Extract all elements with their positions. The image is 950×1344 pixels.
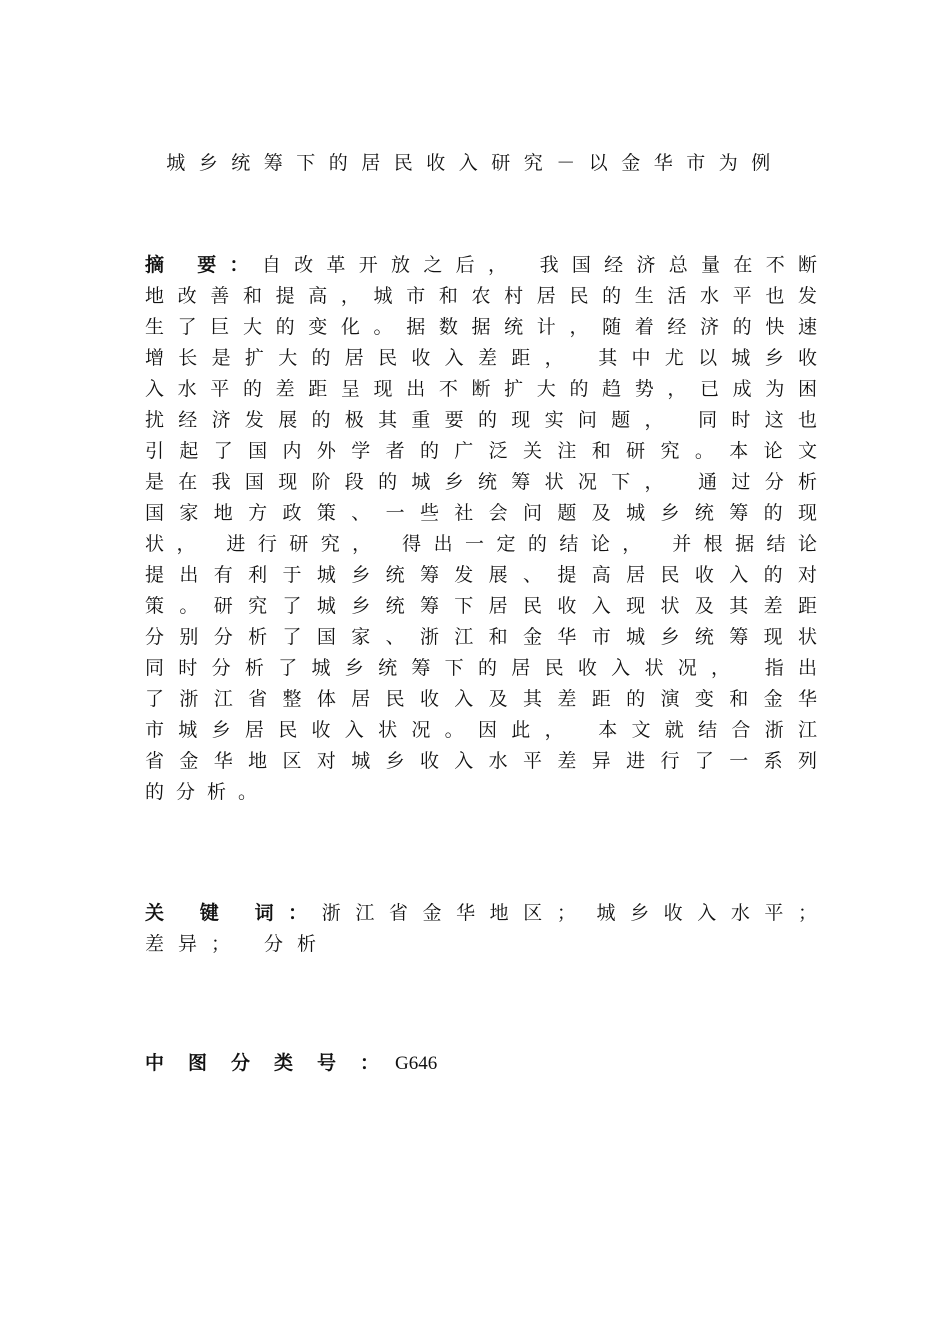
abstract-line: 省金华地区对城乡收入水平差异进行了一系列 bbox=[145, 750, 817, 772]
abstract-text: 自改革开放之后， 我国经济总量在不断 bbox=[261, 254, 817, 276]
classification-line bbox=[145, 1048, 817, 1079]
abstract-line: 引起了国内外学者的广泛关注和研究。本论文 bbox=[145, 440, 817, 462]
classification-label: 中图分类号： bbox=[145, 1052, 404, 1074]
abstract-line: 分别分析了国家、浙江和金华市城乡统筹现状 bbox=[145, 626, 817, 648]
abstract-line: 提出有利于城乡统筹发展、提高居民收入的对 bbox=[145, 564, 817, 586]
keywords-label: 关 键 词： bbox=[145, 902, 322, 924]
abstract-line: 策。研究了城乡统筹下居民收入现状及其差距 bbox=[145, 595, 817, 617]
keywords-line: 差异； 分析 bbox=[145, 933, 331, 955]
keywords-section bbox=[145, 898, 817, 960]
classification-value: G646 bbox=[395, 1053, 438, 1074]
abstract-line: 入水平的差距呈现出不断扩大的趋势，已成为困 bbox=[145, 378, 817, 400]
abstract-line: 生了巨大的变化。据数据统计，随着经济的快速 bbox=[145, 316, 817, 338]
abstract-line: 的分析。 bbox=[145, 781, 270, 803]
abstract-label: 摘 要： bbox=[145, 254, 262, 276]
abstract-line: 扰经济发展的极其重要的现实问题， 同时这也 bbox=[145, 409, 817, 431]
abstract-line: 状， 进行研究， 得出一定的结论， 并根据结论 bbox=[145, 533, 817, 555]
keywords-line bbox=[145, 898, 817, 929]
abstract-line: 同时分析了城乡统筹下的居民收入状况， 指出 bbox=[145, 657, 817, 679]
classification-section bbox=[145, 1048, 817, 1079]
abstract-line: 了浙江省整体居民收入及其差距的演变和金华 bbox=[145, 688, 817, 710]
abstract-line: 市城乡居民收入状况。因此， 本文就结合浙江 bbox=[145, 719, 817, 741]
document-title: 城乡统筹下的居民收入研究－以金华市为例 bbox=[166, 152, 784, 174]
abstract-section bbox=[145, 250, 817, 808]
abstract-line: 增长是扩大的居民收入差距， 其中尤以城乡收 bbox=[145, 347, 817, 369]
abstract-line: 地改善和提高，城市和农村居民的生活水平也发 bbox=[145, 285, 817, 307]
abstract-line: 是在我国现阶段的城乡统筹状况下， 通过分析 bbox=[145, 471, 817, 493]
abstract-line: 国家地方政策、一些社会问题及城乡统筹的现 bbox=[145, 502, 817, 524]
abstract-line bbox=[145, 250, 817, 281]
keywords-text: 浙江省金华地区； 城乡收入水平； bbox=[321, 902, 817, 924]
